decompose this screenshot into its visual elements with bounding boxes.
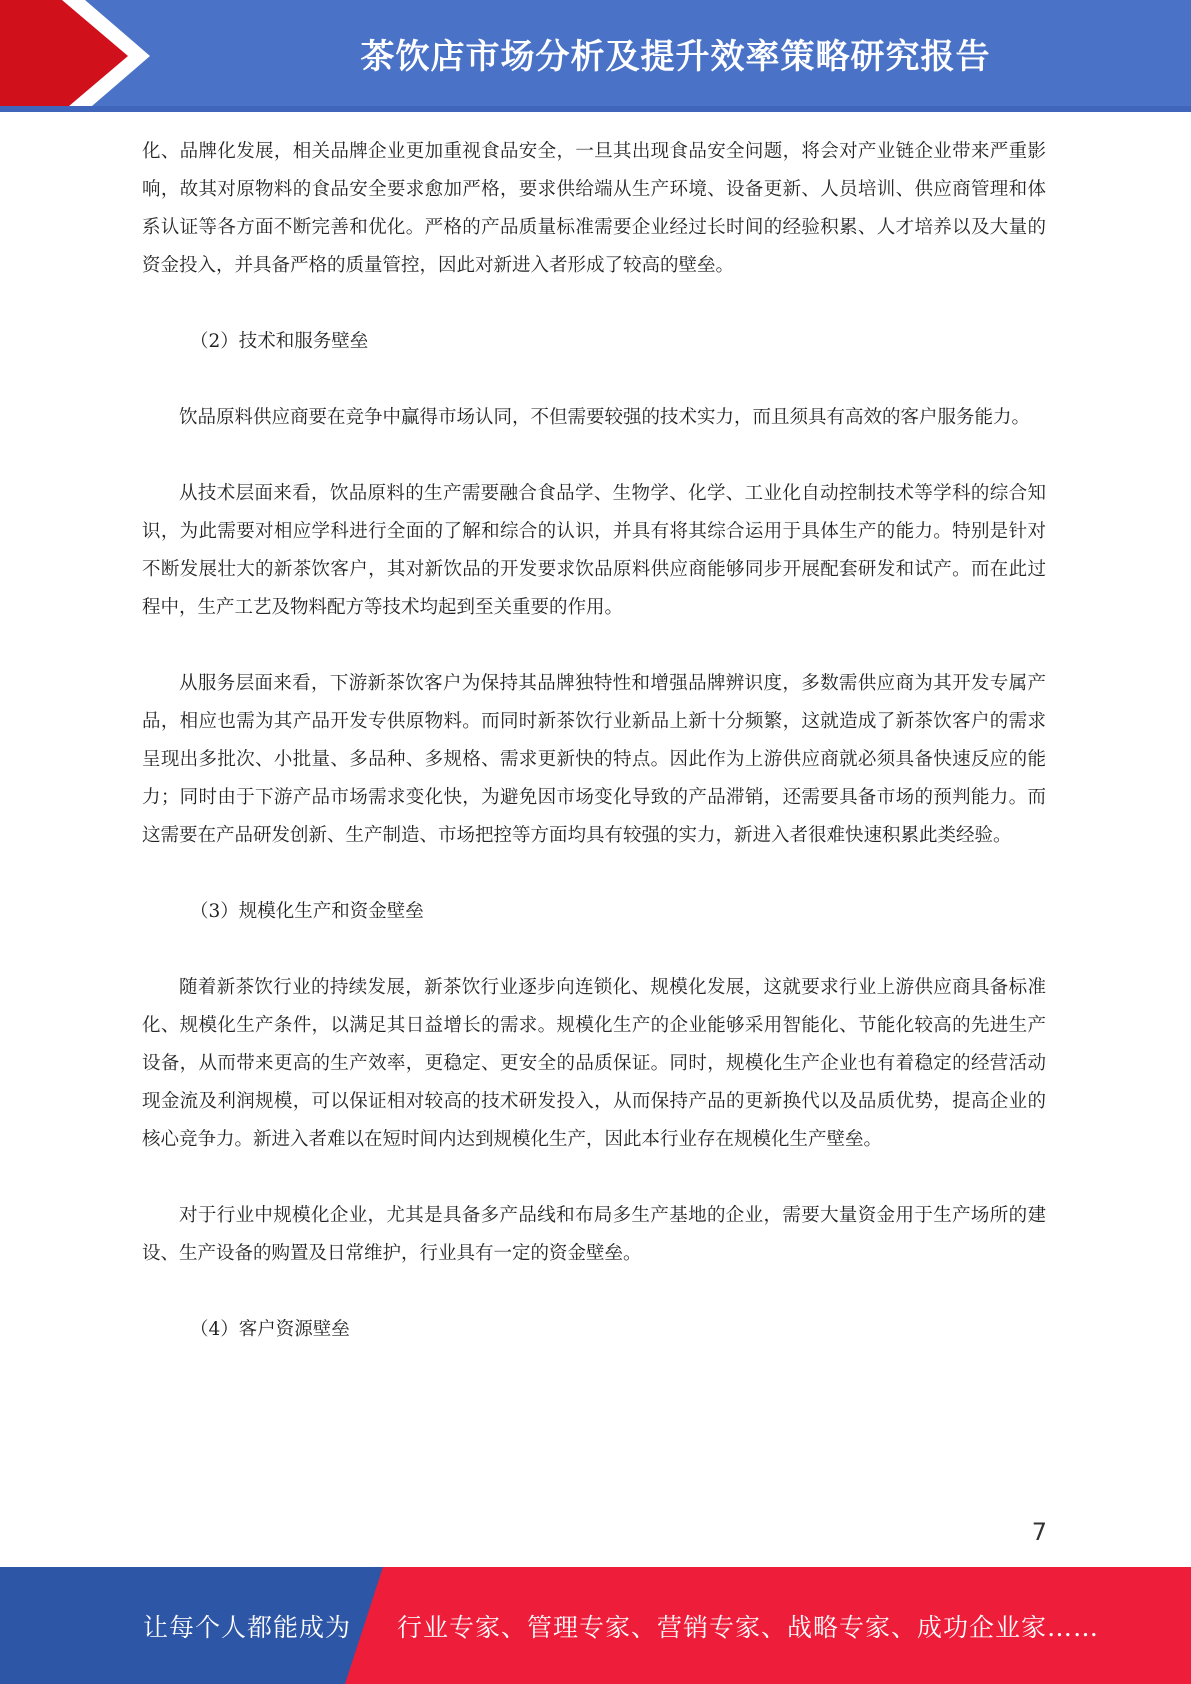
paragraph: 饮品原料供应商要在竞争中赢得市场认同，不但需要较强的技术实力，而且须具有高效的客户服务能力。: [179, 407, 1031, 428]
section-heading: （3）规模化生产和资金壁垒: [190, 901, 424, 922]
section-heading: （4）客户资源壁垒: [190, 1319, 350, 1340]
paragraph: 对于行业中规模化企业，尤其是具备多产品线和布局多生产基地的企业，需要大量资金用于生产场所的建设、生产设备的购置及日常维护，行业具有一定的资金壁垒。: [142, 1205, 1046, 1264]
paragraph: 从技术层面来看，饮品原料的生产需要融合食品学、生物学、化学、工业化自动控制技术等学科的综合知识，为此需要对相应学科进行全面的了解和综合的认识，并具有将其综合运用于具体生产的能力。特别是针对不断发展壮大的新茶饮客户，其对新饮品的开发要求饮品原料供应商能够同步开展配套研发和试产。而在此过程中，生产工艺及物料配方等技术均起到至关重要的作用。: [142, 483, 1046, 618]
document-body: [142, 133, 1046, 1349]
section-heading: （2）技术和服务壁垒: [190, 331, 369, 352]
page-header: [0, 0, 1191, 112]
page-number: 7: [1031, 1518, 1047, 1546]
footer-slogan-left: 让每个人都能成为: [143, 1612, 352, 1642]
paragraph: 从服务层面来看，下游新茶饮客户为保持其品牌独特性和增强品牌辨识度，多数需供应商为其开发专属产品，相应也需为其产品开发专供原物料。而同时新茶饮行业新品上新十分频繁，这就造成了新茶饮客户的需求呈现出多批次、小批量、多品种、多规格、需求更新快的特点。因此作为上游供应商就必须具备快速反应的能力；同时由于下游产品市场需求变化快，为避免因市场变化导致的产品滞销，还需要具备市场的预判能力。而这需要在产品研发创新、生产制造、市场把控等方面均具有较强的实力，新进入者很难快速积累此类经验。: [142, 673, 1046, 846]
page-footer: [0, 1567, 1191, 1684]
document-title: 茶饮店市场分析及提升效率策略研究报告: [360, 36, 991, 77]
footer-slogan-right: 行业专家、管理专家、营销专家、战略专家、成功企业家……: [397, 1612, 1100, 1642]
paragraph: 化、品牌化发展，相关品牌企业更加重视食品安全，一旦其出现食品安全问题，将会对产业链企业带来严重影响，故其对原物料的食品安全要求愈加严格，要求供给端从生产环境、设备更新、人员培训、供应商管理和体系认证等各方面不断完善和优化。严格的产品质量标准需要企业经过长时间的经验积累、人才培养以及大量的资金投入，并具备严格的质量管控，因此对新进入者形成了较高的壁垒。: [142, 141, 1046, 276]
paragraph: 随着新茶饮行业的持续发展，新茶饮行业逐步向连锁化、规模化发展，这就要求行业上游供应商具备标准化、规模化生产条件，以满足其日益增长的需求。规模化生产的企业能够采用智能化、节能化较高的先进生产设备，从而带来更高的生产效率，更稳定、更安全的品质保证。同时，规模化生产企业也有着稳定的经营活动现金流及利润规模，可以保证相对较高的技术研发投入，从而保持产品的更新换代以及品质优势，提高企业的核心竞争力。新进入者难以在短时间内达到规模化生产，因此本行业存在规模化生产壁垒。: [142, 977, 1046, 1150]
